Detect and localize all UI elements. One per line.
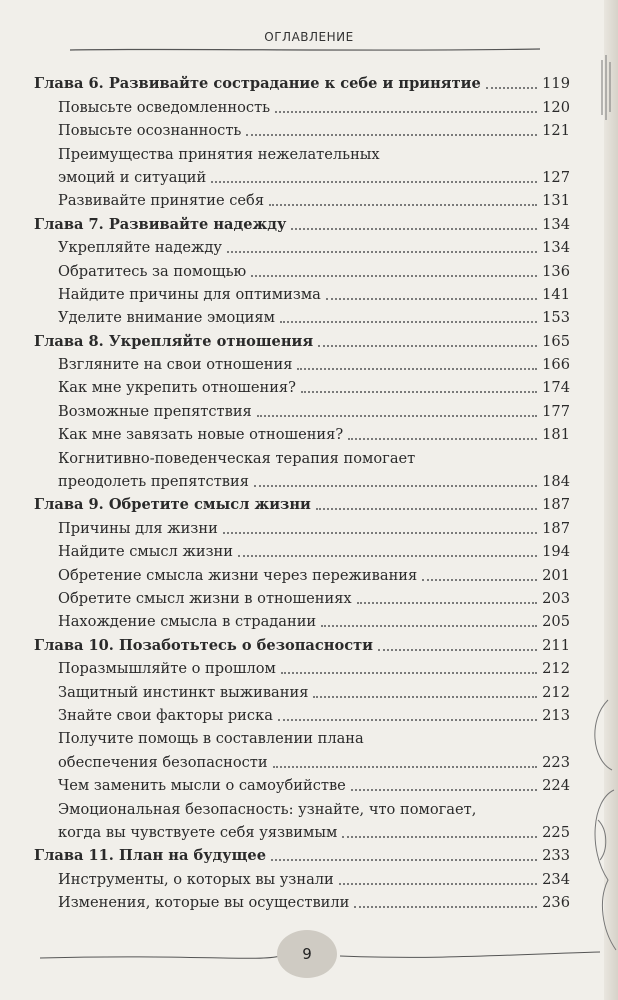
toc-entry-title: Повысьте осознанность bbox=[58, 122, 242, 140]
toc-page-number: 119 bbox=[542, 75, 570, 93]
toc-entry-title: Повысьте осведомленность bbox=[58, 98, 271, 116]
toc-entry[interactable] bbox=[34, 421, 570, 444]
dot-leader bbox=[348, 437, 537, 440]
toc-entry-title: Инструменты, о которых вы узнали bbox=[58, 870, 334, 888]
toc-entry[interactable] bbox=[34, 655, 570, 678]
toc-page-number: 121 bbox=[542, 122, 570, 140]
toc-page-number: 234 bbox=[542, 870, 570, 888]
toc-entry-title: Получите помощь в составлении плана bbox=[58, 730, 364, 748]
dot-leader bbox=[275, 110, 537, 113]
toc-entry[interactable] bbox=[34, 702, 570, 725]
toc-page-number: 212 bbox=[542, 683, 570, 701]
toc-entry[interactable] bbox=[34, 281, 570, 304]
toc-entry-title: Уделите внимание эмоциям bbox=[58, 309, 275, 327]
toc-entry-title: Защитный инстинкт выживания bbox=[58, 683, 309, 701]
toc-page-number: 166 bbox=[542, 356, 570, 374]
toc-chapter[interactable] bbox=[34, 70, 570, 93]
toc-entry-title: Эмоциональная безопасность: узнайте, что помогает, bbox=[58, 800, 477, 818]
toc-entry-title: Как мне укрепить отношения? bbox=[58, 379, 296, 397]
toc-entry-title: Возможные препятствия bbox=[58, 402, 252, 420]
toc-entry[interactable] bbox=[34, 187, 570, 210]
toc-page-number: 187 bbox=[542, 519, 570, 537]
dot-leader bbox=[238, 554, 537, 557]
running-head: ОГЛАВЛЕНИЕ bbox=[264, 30, 354, 44]
toc-chapter[interactable] bbox=[34, 842, 570, 865]
toc-page-number: 136 bbox=[542, 262, 570, 280]
dot-leader bbox=[326, 297, 537, 300]
dot-leader bbox=[269, 203, 537, 206]
dot-leader bbox=[339, 882, 537, 885]
toc-page-number: 120 bbox=[542, 98, 570, 116]
header-rule bbox=[70, 44, 540, 56]
toc-entry[interactable] bbox=[34, 561, 570, 584]
toc-page-number: 141 bbox=[542, 285, 570, 303]
toc-entry-title: Глава 7. Развивайте надежду bbox=[34, 215, 287, 233]
toc-entry[interactable] bbox=[34, 351, 570, 374]
toc-entry[interactable] bbox=[34, 748, 570, 771]
toc-page-number: 211 bbox=[542, 636, 570, 654]
toc-page-number: 153 bbox=[542, 309, 570, 327]
toc-entry-first-line bbox=[34, 140, 570, 163]
toc-chapter[interactable] bbox=[34, 210, 570, 233]
toc-entry-title: Глава 10. Позаботьтесь о безопасности bbox=[34, 636, 373, 654]
toc-entry-title: Причины для жизни bbox=[58, 519, 218, 537]
table-of-contents bbox=[34, 70, 570, 912]
toc-entry[interactable] bbox=[34, 374, 570, 397]
dot-leader bbox=[486, 86, 537, 89]
toc-entry[interactable] bbox=[34, 257, 570, 280]
toc-entry[interactable] bbox=[34, 234, 570, 257]
toc-entry-title: Обратитесь за помощью bbox=[58, 262, 247, 280]
toc-page-number: 131 bbox=[542, 192, 570, 210]
toc-page-number: 233 bbox=[542, 847, 570, 865]
toc-page-number: 177 bbox=[542, 402, 570, 420]
decorative-leaf-ornament bbox=[578, 0, 618, 1000]
toc-page-number: 213 bbox=[542, 706, 570, 724]
dot-leader bbox=[280, 320, 537, 323]
toc-entry[interactable] bbox=[34, 117, 570, 140]
toc-entry[interactable] bbox=[34, 164, 570, 187]
dot-leader bbox=[257, 414, 537, 417]
dot-leader bbox=[223, 531, 537, 534]
toc-entry-title: Глава 9. Обретите смысл жизни bbox=[34, 496, 311, 514]
toc-entry[interactable] bbox=[34, 865, 570, 888]
dot-leader bbox=[318, 344, 537, 347]
dot-leader bbox=[301, 390, 537, 393]
toc-page-number: 236 bbox=[542, 894, 570, 912]
toc-entry[interactable] bbox=[34, 304, 570, 327]
toc-entry-title: преодолеть препятствия bbox=[58, 473, 249, 491]
dot-leader bbox=[354, 905, 537, 908]
dot-leader bbox=[316, 507, 537, 510]
toc-chapter[interactable] bbox=[34, 631, 570, 654]
toc-entry-title: когда вы чувствуете себя уязвимым bbox=[58, 823, 338, 841]
page-number: 9 bbox=[277, 930, 337, 978]
toc-entry[interactable] bbox=[34, 772, 570, 795]
toc-chapter[interactable] bbox=[34, 327, 570, 350]
toc-entry-title: эмоций и ситуаций bbox=[58, 168, 207, 186]
dot-leader bbox=[281, 671, 537, 674]
dot-leader bbox=[254, 484, 537, 487]
toc-page-number: 165 bbox=[542, 332, 570, 350]
toc-entry-title: Знайте свои факторы риска bbox=[58, 706, 273, 724]
toc-entry-title: Глава 8. Укрепляйте отношения bbox=[34, 332, 314, 350]
toc-entry-title: Нахождение смысла в страдании bbox=[58, 613, 317, 631]
dot-leader bbox=[273, 765, 538, 768]
toc-page-number: 134 bbox=[542, 239, 570, 257]
dot-leader bbox=[246, 133, 537, 136]
toc-entry-title: Найдите причины для оптимизма bbox=[58, 285, 321, 303]
toc-entry[interactable] bbox=[34, 608, 570, 631]
toc-entry[interactable] bbox=[34, 678, 570, 701]
dot-leader bbox=[313, 695, 537, 698]
toc-page-number: 134 bbox=[542, 215, 570, 233]
toc-page-number: 174 bbox=[542, 379, 570, 397]
toc-entry-title: Взгляните на свои отношения bbox=[58, 356, 293, 374]
dot-leader bbox=[251, 274, 537, 277]
dot-leader bbox=[211, 180, 537, 183]
toc-entry-title: Поразмышляйте о прошлом bbox=[58, 660, 276, 678]
toc-page-number: 194 bbox=[542, 543, 570, 561]
toc-entry-title: Чем заменить мысли о самоубийстве bbox=[58, 777, 346, 795]
toc-page-number: 127 bbox=[542, 168, 570, 186]
toc-page-number: 203 bbox=[542, 589, 570, 607]
toc-page-number: 184 bbox=[542, 473, 570, 491]
toc-entry[interactable] bbox=[34, 538, 570, 561]
toc-entry-first-line bbox=[34, 444, 570, 467]
toc-page-number: 212 bbox=[542, 660, 570, 678]
toc-page-number: 187 bbox=[542, 496, 570, 514]
toc-entry[interactable] bbox=[34, 585, 570, 608]
toc-page-number: 201 bbox=[542, 566, 570, 584]
toc-entry-title: Преимущества принятия нежелательных bbox=[58, 145, 380, 163]
toc-page-number: 225 bbox=[542, 823, 570, 841]
toc-entry[interactable] bbox=[34, 93, 570, 116]
toc-entry[interactable] bbox=[34, 889, 570, 912]
toc-entry-first-line bbox=[34, 725, 570, 748]
toc-entry-title: Обретение смысла жизни через переживания bbox=[58, 566, 418, 584]
dot-leader bbox=[357, 601, 538, 604]
toc-page-number: 224 bbox=[542, 777, 570, 795]
dot-leader bbox=[342, 835, 537, 838]
dot-leader bbox=[278, 718, 537, 721]
toc-entry-title: обеспечения безопасности bbox=[58, 753, 268, 771]
toc-entry-title: Развивайте принятие себя bbox=[58, 192, 265, 210]
toc-entry-first-line bbox=[34, 795, 570, 818]
toc-page-number: 205 bbox=[542, 613, 570, 631]
toc-entry-title: Глава 6. Развивайте сострадание к себе и принятие bbox=[34, 75, 481, 93]
toc-entry[interactable] bbox=[34, 514, 570, 537]
dot-leader bbox=[297, 367, 537, 370]
dot-leader bbox=[351, 788, 537, 791]
toc-entry-title: Как мне завязать новые отношения? bbox=[58, 426, 344, 444]
toc-chapter[interactable] bbox=[34, 491, 570, 514]
dot-leader bbox=[227, 250, 537, 253]
toc-page-number: 181 bbox=[542, 426, 570, 444]
toc-entry-title: Когнитивно-поведенческая терапия помогает bbox=[58, 449, 416, 467]
toc-entry-title: Глава 11. План на будущее bbox=[34, 847, 266, 865]
dot-leader bbox=[321, 624, 537, 627]
toc-entry[interactable] bbox=[34, 819, 570, 842]
dot-leader bbox=[271, 858, 537, 861]
dot-leader bbox=[422, 578, 537, 581]
toc-page-number: 223 bbox=[542, 753, 570, 771]
toc-entry-title: Найдите смысл жизни bbox=[58, 543, 234, 561]
dot-leader bbox=[378, 648, 537, 651]
toc-entry-title: Укрепляйте надежду bbox=[58, 239, 222, 257]
toc-entry-title: Изменения, которые вы осуществили bbox=[58, 894, 350, 912]
toc-entry-title: Обретите смысл жизни в отношениях bbox=[58, 589, 352, 607]
dot-leader bbox=[291, 227, 537, 230]
toc-entry[interactable] bbox=[34, 397, 570, 420]
toc-entry[interactable] bbox=[34, 468, 570, 491]
